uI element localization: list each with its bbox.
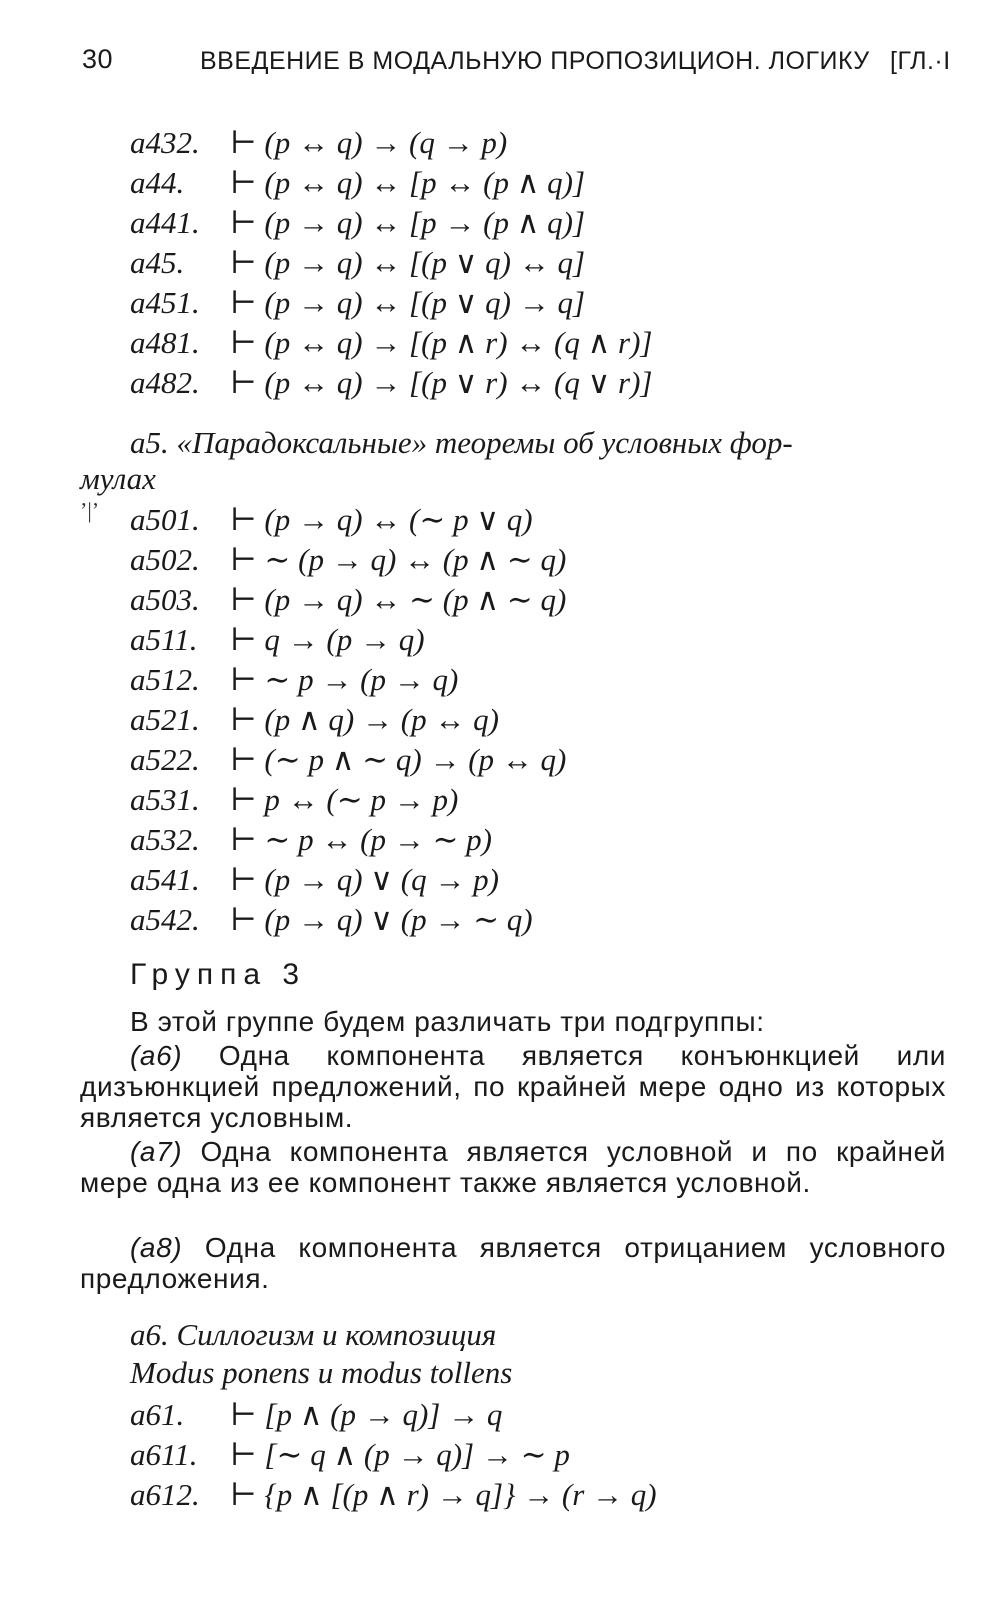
formula-a541 xyxy=(130,860,930,900)
formula-a511 xyxy=(130,620,930,660)
subgroup-text: Одна компонента является условной и по крайней мере одна из ее компонент также является условной. xyxy=(80,1136,946,1198)
formula-expression: ⊢ ∼ p → (p → q) xyxy=(230,662,459,697)
formula-label: a521. xyxy=(130,702,200,737)
formula-label: a501. xyxy=(130,502,200,537)
formula-expression: ⊢ (p → q) ↔ [p → (p ∧ q)] xyxy=(230,205,586,240)
formula-label: a44. xyxy=(130,165,185,200)
formula-expression: ⊢ (p → q) ↔ [(p ∨ q) → q] xyxy=(230,285,586,320)
formula-a44 xyxy=(130,163,930,203)
formula-label: a441. xyxy=(130,205,200,240)
formula-label: a612. xyxy=(130,1477,200,1512)
formula-a512 xyxy=(130,660,930,700)
subgroup-label: (a7) xyxy=(130,1136,183,1167)
formula-label: a61. xyxy=(130,1397,185,1432)
formula-list-a6 xyxy=(130,1395,930,1515)
group-3-heading: Группа 3 xyxy=(130,958,307,991)
formula-label: a45. xyxy=(130,245,185,280)
formula-expression: ⊢ (p → q) ∨ (p → ∼ q) xyxy=(230,902,533,937)
section-heading-a6 xyxy=(130,1316,930,1392)
formula-expression: ⊢ {p ∧ [(p ∧ r) → q]} → (r → q) xyxy=(230,1477,657,1512)
margin-mark: ʼ|ʼ xyxy=(80,498,100,523)
formula-a482 xyxy=(130,363,930,403)
formula-label: a522. xyxy=(130,742,200,777)
formula-a503 xyxy=(130,580,930,620)
formula-expression: ⊢ (p ↔ q) → [(p ∧ r) ↔ (q ∧ r)] xyxy=(230,325,653,360)
formula-expression: ⊢ (p ↔ q) → (q → p) xyxy=(230,125,508,160)
formula-a522 xyxy=(130,740,930,780)
subgroup-text: Одна компонента является конъюнкцией или дизъюнкцией предложений, по крайней мере одно из которых является условным. xyxy=(80,1040,946,1133)
formula-expression: ⊢ ∼ (p → q) ↔ (p ∧ ∼ q) xyxy=(230,542,567,577)
section-heading-line: a5. «Парадоксальные» теоремы об условных фор- xyxy=(130,425,793,460)
chapter-ref: [ГЛ.·I xyxy=(890,47,951,75)
subgroup-text: Одна компонента является отрицанием условного предложения. xyxy=(80,1232,946,1294)
formula-label: a542. xyxy=(130,902,200,937)
formula-list-a5 xyxy=(130,500,930,940)
formula-expression: ⊢ [p ∧ (p → q)] → q xyxy=(230,1397,503,1432)
formula-a531 xyxy=(130,780,930,820)
formula-expression: ⊢ (p ↔ q) ↔ [p ↔ (p ∧ q)] xyxy=(230,165,586,200)
formula-expression: ⊢ p ↔ (∼ p → p) xyxy=(230,782,459,817)
section-heading-line: Modus ponens и modus tollens xyxy=(130,1355,513,1390)
subgroup-a8-description xyxy=(80,1232,946,1294)
section-heading-line: a6. Силлогизм и композиция xyxy=(130,1317,497,1352)
running-title: ВВЕДЕНИЕ В МОДАЛЬНУЮ ПРОПОЗИЦИОН. ЛОГИКУ xyxy=(200,47,870,75)
formula-expression: ⊢ (∼ p ∧ ∼ q) → (p ↔ q) xyxy=(230,742,567,777)
formula-label: a451. xyxy=(130,285,200,320)
formula-label: a481. xyxy=(130,325,200,360)
formula-expression: ⊢ (p → q) ↔ (∼ p ∨ q) xyxy=(230,502,533,537)
running-head xyxy=(82,44,982,84)
subgroup-label: (a8) xyxy=(130,1232,183,1263)
formula-expression: ⊢ (p → q) ↔ ∼ (p ∧ ∼ q) xyxy=(230,582,567,617)
formula-label: a531. xyxy=(130,782,200,817)
formula-a45 xyxy=(130,243,930,283)
formula-a521 xyxy=(130,700,930,740)
formula-a542 xyxy=(130,900,930,940)
formula-label: a432. xyxy=(130,125,200,160)
group-3-intro: В этой группе будем различать три подгруппы: xyxy=(130,1006,765,1037)
formula-expression: ⊢ (p → q) ↔ [(p ∨ q) ↔ q] xyxy=(230,245,586,280)
formula-expression: ⊢ [∼ q ∧ (p → q)] → ∼ p xyxy=(230,1437,570,1472)
formula-label: a512. xyxy=(130,662,200,697)
formula-expression: ⊢ (p ∧ q) → (p ↔ q) xyxy=(230,702,499,737)
section-heading-a5 xyxy=(80,425,950,497)
subgroup-label: (a6) xyxy=(130,1040,183,1071)
subgroup-a7-description xyxy=(80,1136,946,1198)
formula-expression: ⊢ ∼ p ↔ (p → ∼ p) xyxy=(230,822,493,857)
page-number: 30 xyxy=(82,44,114,74)
formula-expression: ⊢ q → (p → q) xyxy=(230,622,425,657)
formula-label: a611. xyxy=(130,1437,198,1472)
formula-a451 xyxy=(130,283,930,323)
formula-a612 xyxy=(130,1475,930,1515)
formula-a532 xyxy=(130,820,930,860)
formula-expression: ⊢ (p → q) ∨ (q → p) xyxy=(230,862,499,897)
formula-label: a502. xyxy=(130,542,200,577)
formula-a501 xyxy=(130,500,930,540)
formula-label: a541. xyxy=(130,862,200,897)
formula-a61 xyxy=(130,1395,930,1435)
formula-label: a482. xyxy=(130,365,200,400)
formula-label: a532. xyxy=(130,822,200,857)
formula-a502 xyxy=(130,540,930,580)
formula-a441 xyxy=(130,203,930,243)
formula-a432 xyxy=(130,123,930,163)
formula-list-a4 xyxy=(130,123,930,403)
formula-expression: ⊢ (p ↔ q) → [(p ∨ r) ↔ (q ∨ r)] xyxy=(230,365,653,400)
section-heading-line: мулах xyxy=(80,461,156,496)
formula-label: a503. xyxy=(130,582,200,617)
formula-a611 xyxy=(130,1435,930,1475)
formula-label: a511. xyxy=(130,622,198,657)
subgroup-a6-description xyxy=(80,1040,946,1133)
formula-a481 xyxy=(130,323,930,363)
